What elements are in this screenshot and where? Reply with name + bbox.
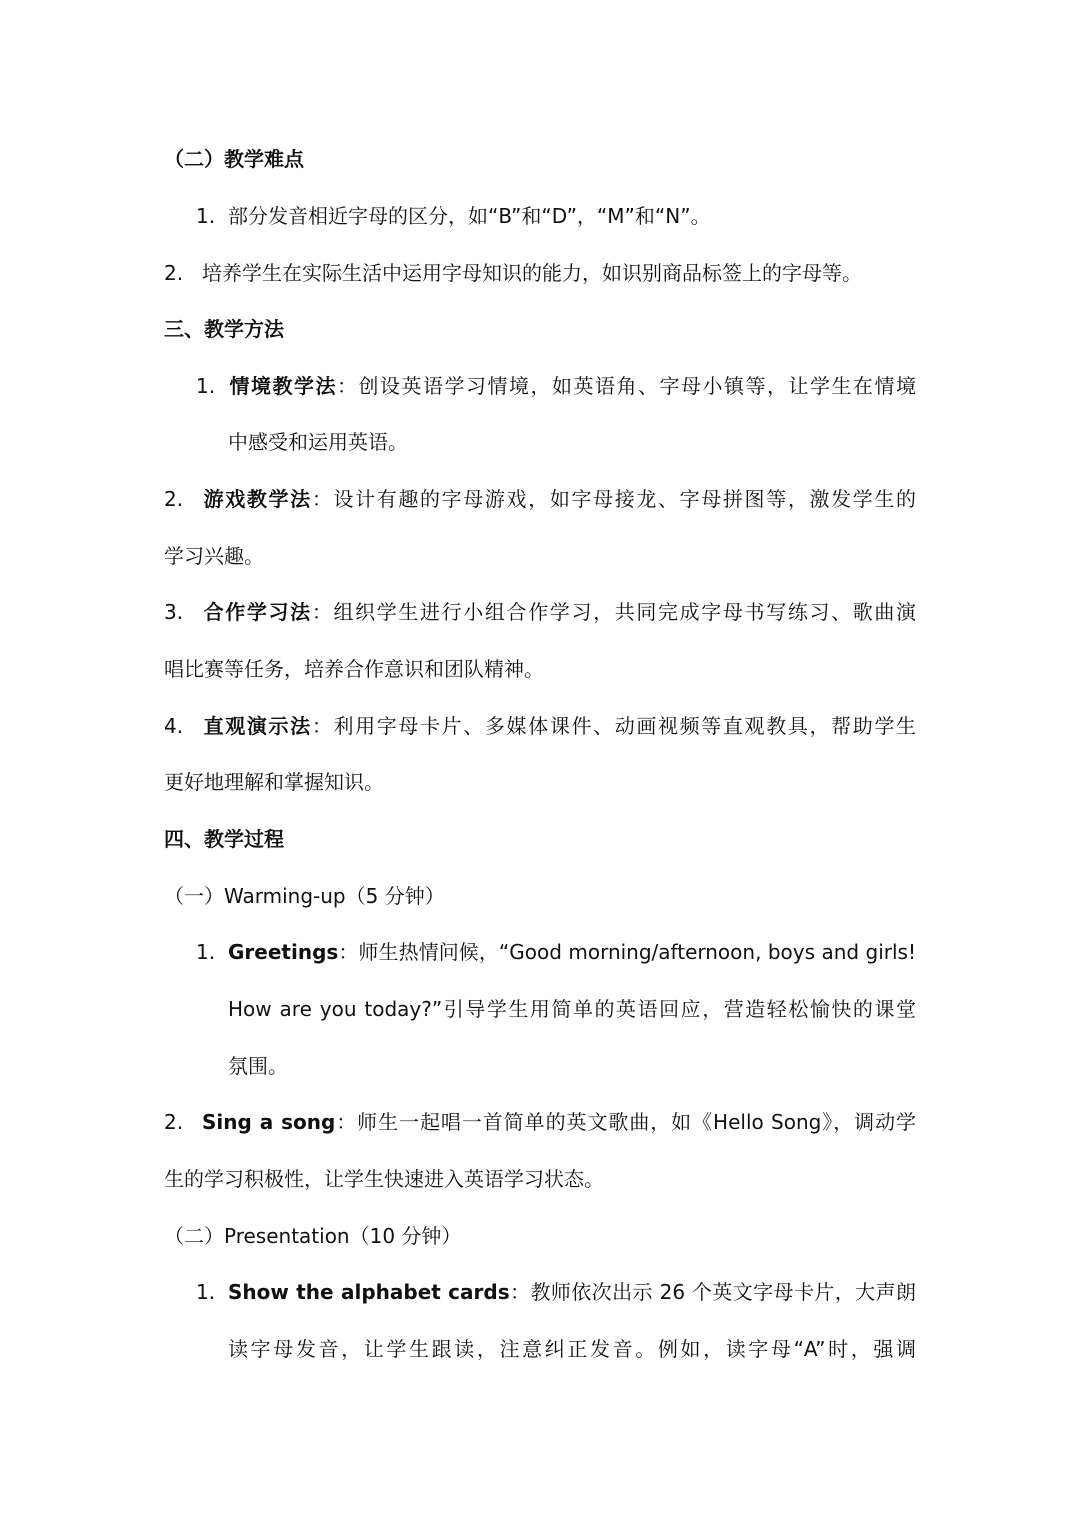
method-text: ：利用字母卡片、多媒体课件、动画视频等直观教具，帮助学生 bbox=[311, 714, 917, 738]
method-item-2 bbox=[164, 484, 916, 514]
method-title: 直观演示法 bbox=[202, 714, 312, 738]
method-item-2-continued: 学习兴趣。 bbox=[164, 544, 264, 568]
heading-teaching-methods: 三、教学方法 bbox=[164, 317, 284, 341]
warmup-item-1-continued: How are you today?”引导学生用简单的英语回应，营造轻松愉快的课堂 bbox=[228, 997, 916, 1021]
method-title: 合作学习法 bbox=[202, 600, 312, 624]
activity-text: ：师生热情问候，“Good morning/afternoon, boys and girls! bbox=[338, 940, 916, 964]
method-item-3-continued: 唱比赛等任务，培养合作意识和团队精神。 bbox=[164, 657, 544, 681]
method-item-4 bbox=[164, 711, 916, 741]
presentation-item-1 bbox=[196, 1277, 916, 1307]
heading-teaching-process: 四、教学过程 bbox=[164, 827, 284, 851]
method-text: ：设计有趣的字母游戏，如字母接龙、字母拼图等，激发学生的 bbox=[311, 487, 917, 511]
activity-text: ：师生一起唱一首简单的英文歌曲，如《Hello Song》，调动学 bbox=[335, 1110, 917, 1134]
method-item-1-continued: 中感受和运用英语。 bbox=[228, 430, 408, 454]
method-text: ：创设英语学习情境，如英语角、字母小镇等，让学生在情境 bbox=[337, 374, 916, 398]
list-number: 3. bbox=[164, 600, 184, 624]
method-title: 游戏教学法 bbox=[202, 487, 312, 511]
method-text: ：组织学生进行小组合作学习，共同完成字母书写练习、歌曲演 bbox=[311, 600, 917, 624]
list-number: 4. bbox=[164, 714, 184, 738]
heading-teaching-difficulties: （二）教学难点 bbox=[164, 147, 304, 171]
list-number: 1. bbox=[196, 374, 216, 398]
activity-title: Show the alphabet cards bbox=[228, 1280, 510, 1304]
heading-presentation: （二）Presentation（10 分钟） bbox=[164, 1224, 462, 1248]
method-item-3 bbox=[164, 597, 916, 627]
difficulty-item-2 bbox=[164, 258, 862, 288]
method-item-1 bbox=[196, 371, 916, 401]
heading-warming-up: （一）Warming-up（5 分钟） bbox=[164, 884, 445, 908]
difficulty-text: 培养学生在实际生活中运用字母知识的能力，如识别商品标签上的字母等。 bbox=[202, 261, 862, 285]
difficulty-item-1 bbox=[196, 201, 711, 231]
method-title: 情境教学法 bbox=[228, 374, 337, 398]
list-number: 2. bbox=[164, 487, 184, 511]
list-number: 1. bbox=[196, 1280, 216, 1304]
warmup-item-1 bbox=[196, 937, 916, 967]
warmup-item-2 bbox=[164, 1107, 916, 1137]
difficulty-text: 部分发音相近字母的区分，如“B”和“D”，“M”和“N”。 bbox=[228, 204, 711, 228]
warmup-item-2-continued: 生的学习积极性，让学生快速进入英语学习状态。 bbox=[164, 1167, 604, 1191]
list-number: 2. bbox=[164, 261, 184, 285]
list-number: 1. bbox=[196, 204, 216, 228]
method-item-4-continued: 更好地理解和掌握知识。 bbox=[164, 770, 384, 794]
activity-title: Greetings bbox=[228, 940, 339, 964]
list-number: 1. bbox=[196, 940, 216, 964]
warmup-item-1-continued-2: 氛围。 bbox=[228, 1054, 288, 1078]
activity-text: ：教师依次出示 26 个英文字母卡片，大声朗 bbox=[509, 1280, 916, 1304]
activity-title: Sing a song bbox=[202, 1110, 336, 1134]
list-number: 2. bbox=[164, 1110, 184, 1134]
presentation-item-1-continued: 读字母发音，让学生跟读，注意纠正发音。例如，读字母“A”时，强调 bbox=[228, 1337, 916, 1361]
